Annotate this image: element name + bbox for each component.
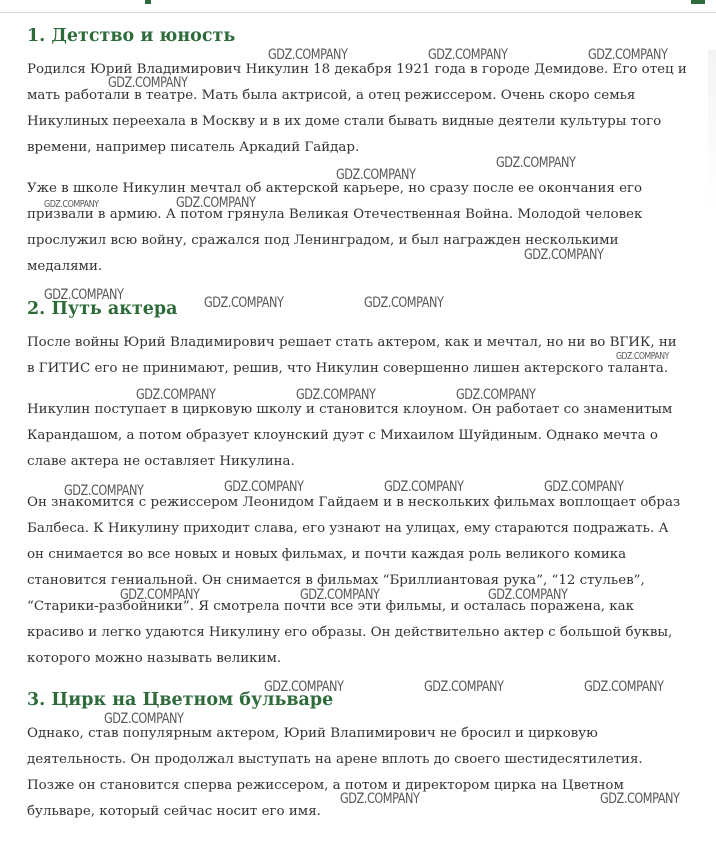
watermark: GDZ.COMPANY: [544, 479, 624, 495]
watermark: GDZ.COMPANY: [524, 247, 604, 263]
paragraph: Никулин поступает в цирковую школу и становится клоуном. Он работает со знаменитым Карандашом, а потом образует клоунский дуэт с Михаилом Шуйдиным. Однако мечта о славе актера не оставляет Никулина.: [27, 402, 673, 469]
watermark: GDZ.COMPANY: [44, 199, 99, 210]
paragraph: Он знакомится с режиссером Леонидом Гайдаем и в нескольких фильмах воплощает образ Балбеса. К Никулину приходит слава, его узнают на улицах, ему стараются подражать. А он снимается во все новых и новых фильмах, и почти каждая роль великого комика становится гениальной. Он снимается в фильмах “Бриллиантовая рука”, “12 стульев”, “Старики-разбойники”. Я смотрела почти все эти фильмы, и осталась поражена, как красиво и легко удаются Никулину его образы. Он действительно актер с большой буквы, которого можно называть великим.: [27, 495, 681, 666]
watermark: GDZ.COMPANY: [136, 387, 216, 403]
watermark: GDZ.COMPANY: [204, 295, 284, 311]
top-tab-marker: [145, 0, 151, 4]
watermark: GDZ.COMPANY: [584, 679, 664, 695]
watermark: GDZ.COMPANY: [64, 483, 144, 499]
watermark: GDZ.COMPANY: [176, 195, 256, 211]
paragraph: Однако, став популярным актером, Юрий Влапимирович не бросил и цирковую деятельность. Он продолжал выступать на арене вплоть до своего шестидесятилетия. Позже он становится сперва режиссером, а потом и директором цирка на Цветном бульваре, который сейчас носит его имя.: [27, 726, 643, 819]
watermark: GDZ.COMPANY: [384, 479, 464, 495]
watermark: GDZ.COMPANY: [108, 75, 188, 91]
watermark: GDZ.COMPANY: [456, 387, 536, 403]
section-heading-childhood: 1. Детство и юность: [27, 26, 236, 46]
watermark: GDZ.COMPANY: [600, 791, 680, 807]
paragraph: Уже в школе Никулин мечтал об актерской карьере, но сразу после ее окончания его призвали в армию. А потом грянула Великая Отечественная Война. Молодой человек прослужил всю войну, сражался под Ленинградом, и был награжден несколькими медалями.: [27, 181, 643, 274]
watermark: GDZ.COMPANY: [424, 679, 504, 695]
section-heading-actor-path: 2. Путь актера: [27, 299, 178, 319]
watermark: GDZ.COMPANY: [44, 287, 124, 303]
watermark: GDZ.COMPANY: [120, 587, 200, 603]
watermark: GDZ.COMPANY: [264, 679, 344, 695]
watermark: GDZ.COMPANY: [616, 351, 669, 362]
right-edge-strip: [708, 50, 716, 210]
watermark: GDZ.COMPANY: [336, 167, 416, 183]
paragraph: После войны Юрий Владимирович решает стать актером, как и мечтал, но ни во ВГИК, ни в ГИТИС его не принимают, решив, что Никулин совершенно лишен актерского таланта.: [27, 335, 677, 376]
top-tab-marker-right: [691, 0, 705, 4]
watermark: GDZ.COMPANY: [104, 711, 184, 727]
paragraph: Родился Юрий Владимирович Никулин 18 декабря 1921 года в городе Демидове. Его отец и мать работали в театре. Мать была актрисой, а отец режиссером. Очень скоро семья Никулиных переехала в Москву и в их доме стали бывать видные деятели культуры того времени, например писатель Аркадий Гайдар.: [27, 62, 687, 155]
section-heading-circus: 3. Цирк на Цветном бульваре: [27, 690, 334, 710]
watermark: GDZ.COMPANY: [268, 47, 348, 63]
top-border: [0, 0, 716, 13]
watermark: GDZ.COMPANY: [488, 587, 568, 603]
watermark: GDZ.COMPANY: [364, 295, 444, 311]
watermark: GDZ.COMPANY: [428, 47, 508, 63]
watermark: GDZ.COMPANY: [496, 155, 576, 171]
watermark: GDZ.COMPANY: [300, 587, 380, 603]
watermark: GDZ.COMPANY: [224, 479, 304, 495]
watermark: GDZ.COMPANY: [296, 387, 376, 403]
watermark: GDZ.COMPANY: [340, 791, 420, 807]
watermark: GDZ.COMPANY: [588, 47, 668, 63]
